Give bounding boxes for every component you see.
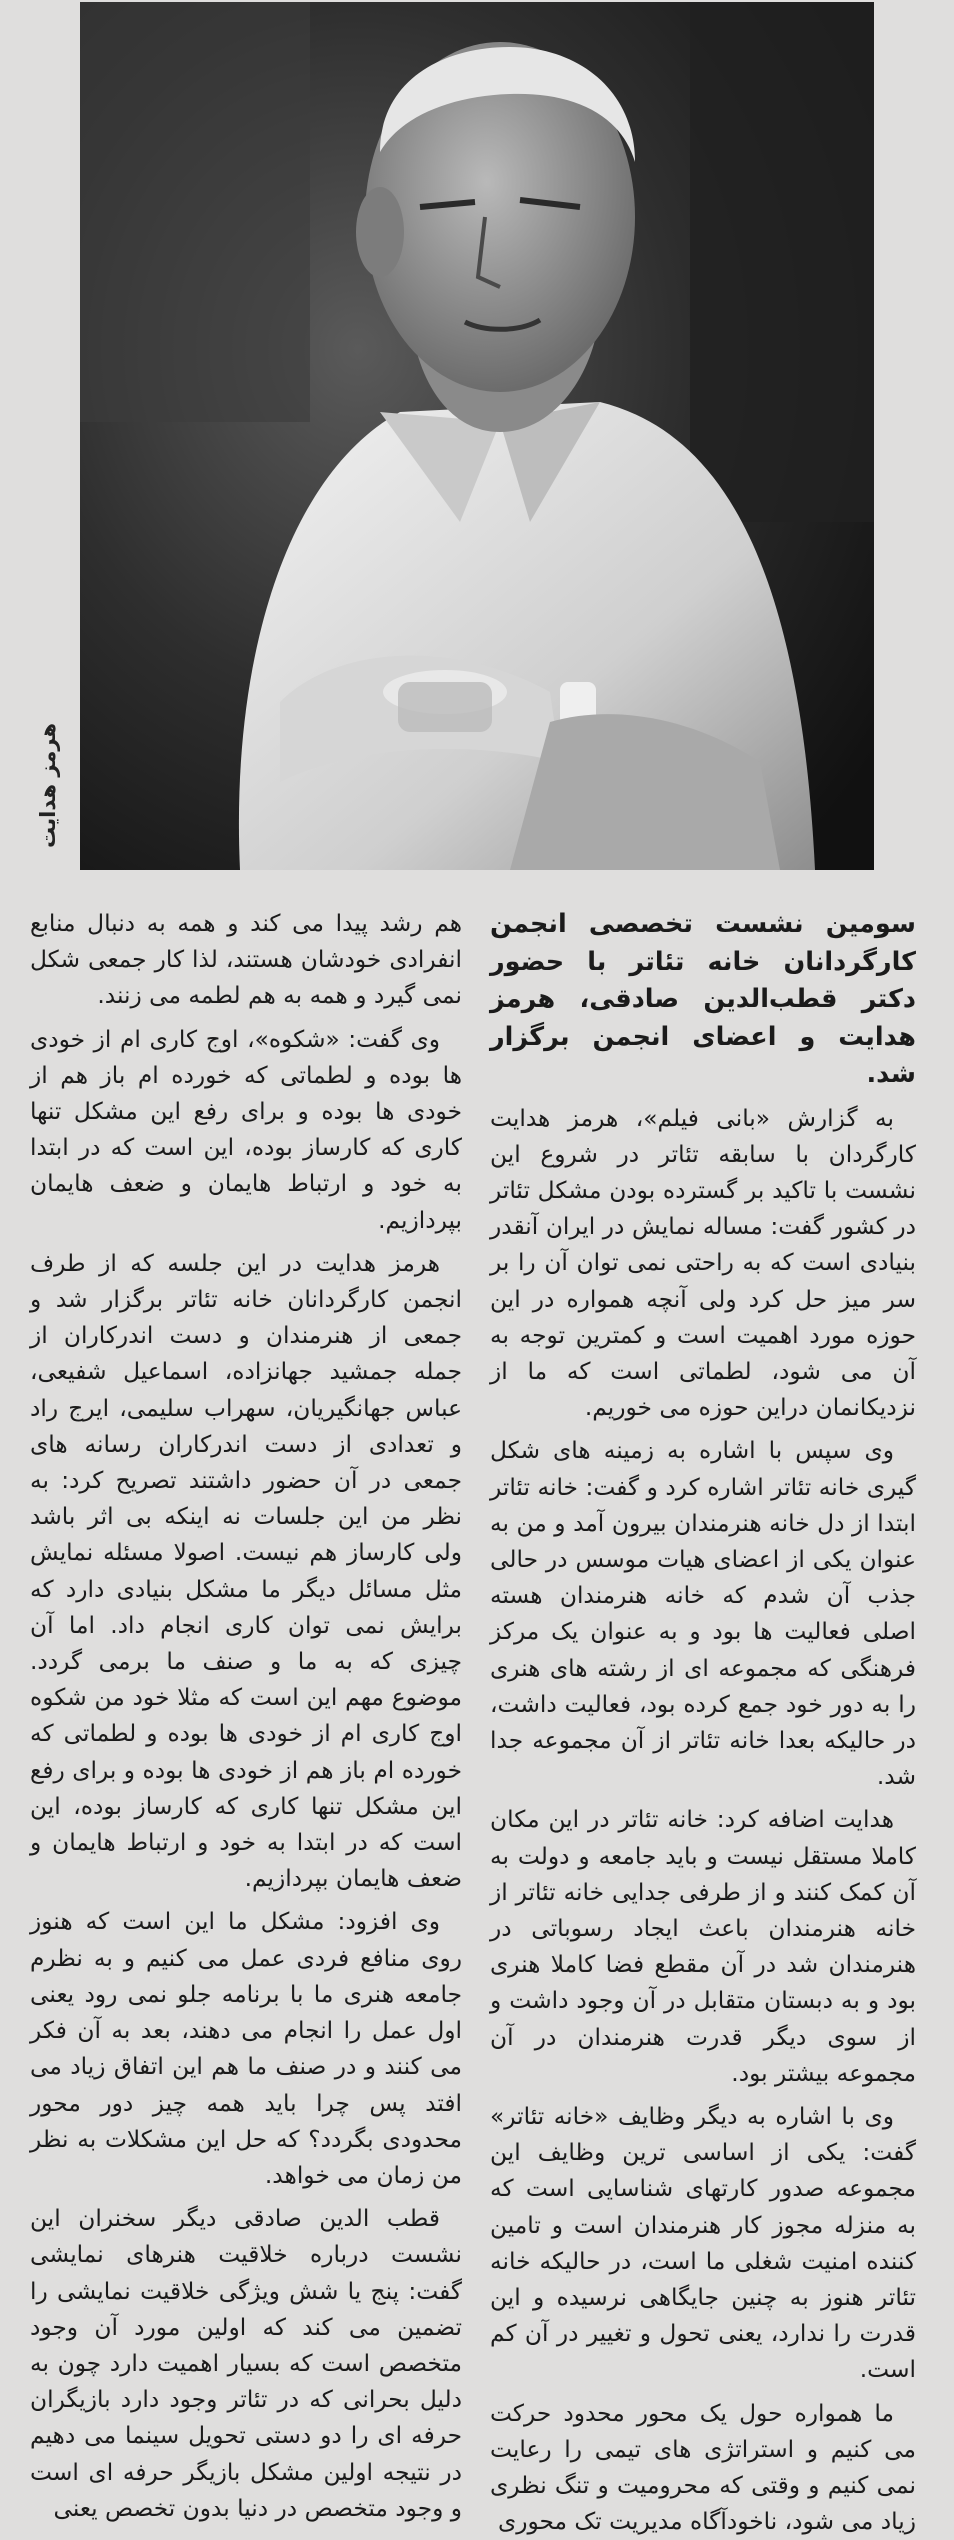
article-column-left — [30, 906, 462, 2522]
paragraph: ما همواره حول یک محور محدود حرکت می کنیم و استراتژی های تیمی را رعایت نمی کنیم و وقتی که محرومیت و تنگ نظری زیاد می شود، ناخودآگاه مدیریت تک محوری — [490, 2399, 916, 2536]
portrait-illustration — [80, 2, 874, 870]
portrait-photo — [80, 2, 874, 870]
paragraph: به گزارش «بانی فیلم»، هرمز هدایت کارگردان با سابقه تئاتر در شروع این نشست با تاکید بر گسترده بودن مشکل تئاتر در کشور گفت: مساله نمایش در ایران آنقدر بنیادی است که به راحتی نمی توان آن را بر سر میز حل کرد ولی آنچه همواره در این حوزه مورد اهمیت است و کمترین توجه به آن می شود، لطماتی است که ما از نزدیکانمان دراین حوزه می خوریم. — [490, 1104, 916, 1422]
paragraph: هم رشد پیدا می کند و همه به دنبال منابع انفرادی خودشان هستند، لذا کار جمعی شکل نمی گیرد و همه به هم لطمه می زنند. — [30, 910, 462, 1010]
paragraph: وی افزود: مشکل ما این است که هنوز روی منافع فردی عمل می کنیم و به نظرم جامعه هنری ما با برنامه جلو نمی رود یعنی اول عمل را انجام می دهند، بعد به آن فکر می کنند و در صنف ما هم این اتفاق زیاد می افتد پس چرا باید همه چیز دور محور محدودی بگردد؟ که حل این مشکلات به نظر من زمان می خواهد. — [30, 1908, 462, 2189]
paragraph: قطب الدین صادقی دیگر سخنران این نشست درباره خلاقیت هنرهای نمایشی گفت: پنج یا شش ویژگی خلاقیت نمایشی را تضمین می کند که اولین مورد آن وجود متخصص است که بسیار اهمیت دارد چون به دلیل بحرانی که در تئاتر وجود دارد بازیگران حرفه ای را دو دستی تحویل سینما می دهیم در نتیجه اولین مشکل بازیگر حرفه ای است و وجود متخصص در دنیا بدون تخصص یعنی — [30, 2205, 462, 2522]
article-lead: سومین نشست تخصصی انجمن کارگردانان خانه تئاتر با حضور دکتر قطب‌الدین صادقی، هرمز هدایت و اعضای انجمن برگزار شد. — [490, 909, 916, 1089]
paragraph: هدایت اضافه کرد: خانه تئاتر در این مکان کاملا مستقل نیست و باید جامعه و دولت به آن کمک کنند و از طرفی جدایی خانه تئاتر از خانه هنرمندان باعث ایجاد رسوباتی در هنرمندان شد در آن مقطع فضا کاملا هنری بود و به دبستان متقابل در آن وجود داشت و از سوی دیگر قدرت هنرمندان در آن مجموعه بیشتر بود. — [490, 1806, 916, 2087]
paragraph: وی گفت: «شکوه»، اوج کاری ام از خودی ها بوده و لطماتی که خورده ام باز هم از خودی ها بوده و برای رفع این مشکل تنها کاری که کارساز بوده، این است که در ابتدا به خود و ارتباط هایمان و ضعف هایمان بپردازیم. — [30, 1025, 462, 1234]
paragraph: وی با اشاره به دیگر وظایف «خانه تئاتر» گفت: یکی از اساسی ترین وظایف این مجموعه صدور کارتهای شناسایی است که به منزله مجوز کار هنرمندان است و تامین کننده امنیت شغلی ما است، در حالیکه خانه تئاتر هنوز به چنین جایگاهی نرسیده و این قدرت را ندارد، یعنی تحول و تغییر در آن کم است. — [490, 2102, 916, 2384]
photo-credit: هرمز هدایت — [36, 722, 60, 848]
paragraph: وی سپس با اشاره به زمینه های شکل گیری خانه تئاتر اشاره کرد و گفت: خانه تئاتر ابتدا از دل خانه هنرمندان بیرون آمد و من به عنوان یکی از اعضای هیات موسس در حالی جذب آن شدم که خانه هنرمندان هسته اصلی فعالیت ها بود و به عنوان یک مرکز فرهنگی که مجموعه ای از رشته های هنری را به دور خود جمع کرده بود، فعالیت داشت، در حالیکه بعدا خانه تئاتر از آن مجموعه جدا شد. — [490, 1437, 916, 1791]
paragraph: هرمز هدایت در این جلسه که از طرف انجمن کارگردانان خانه تئاتر برگزار شد و جمعی از هنرمندان و دست اندرکاران از جمله جمشید جهانزاده، اسماعیل شفیعی، عباس جهانگیریان، سهراب سلیمی، ایرج راد و تعدادی از دست اندرکاران رسانه های جمعی در آن حضور داشتند تصریح کرد: به نظر من این جلسات نه اینکه بی اثر باشد ولی کارساز هم نیست. اصولا مسئله نمایش مثل مسائل دیگر ما مشکل بنیادی دارد که برایش نمی توان کاری انجام داد. اما آن چیزی که به ما و صنف ما برمی گردد. موضوع مهم این است که مثلا خود من شکوه اوج کاری ام از خودی ها بوده و لطماتی که خورده ام باز هم از خودی ها بوده و برای رفع این مشکل تنها کاری که کارساز بوده، این است که در ابتدا به خود و ارتباط هایمان و ضعف هایمان بپردازیم. — [30, 1249, 462, 1893]
article-column-right — [490, 906, 916, 2536]
